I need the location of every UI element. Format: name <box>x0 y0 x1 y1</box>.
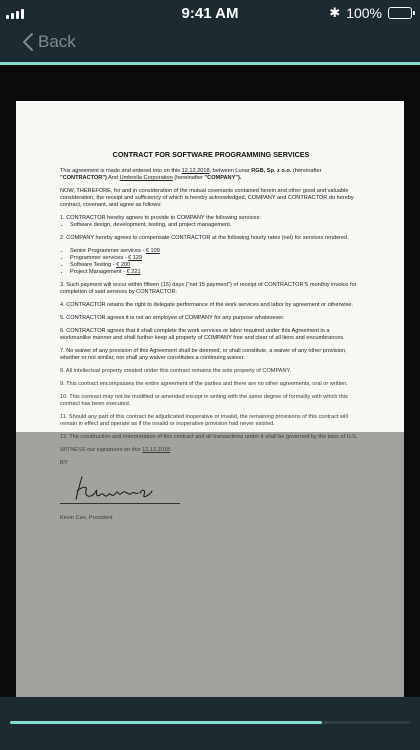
clause-10: 10. This contract may not be modified or amended except in writing with the same degree of formality with which this contract has been executed. <box>60 394 348 407</box>
intro-paragraph: This agreement is made and entered into on this 12.12.2018, between Lunar RGB, Sp. z o.o. (hereinafter "CONTRACTOR") And Umbrella Corporation (hereinafter "COMPANY"). <box>60 168 322 181</box>
scanned-document <box>16 101 404 733</box>
clause-8: 8. All intellectual property created under this contract remains the sole property of COMPANY. <box>60 368 292 374</box>
clause-5: 5. CONTRACTOR agrees it is not an employee of COMPANY for any purpose whatsoever. <box>60 315 285 321</box>
battery-icon <box>388 7 412 19</box>
list-item: • Software design, development, testing, and project management. <box>70 222 362 229</box>
clause-6: 6. CONTRACTOR agrees that it shall complete the work services or labor required under this Agreement in a workmanlike manner and shall further keep all property of COMPANY free and clear of all liens and encumbrances. <box>60 328 345 341</box>
rate-item: • Programmer services - € 129 <box>70 255 362 262</box>
scroll-progress-bar <box>10 721 410 724</box>
witness-line: WITNESS our signatures on this 12.12.2018. <box>60 447 172 453</box>
document-text <box>60 151 362 522</box>
nav-bar <box>0 28 420 62</box>
clause-1: 1. CONTRACTOR hereby agrees to provide to COMPANY the following services: <box>60 215 261 221</box>
rate-item: • Software Testing - € 200 <box>70 262 362 269</box>
battery-percent: 100% <box>346 5 382 21</box>
clause-11: 11. Should any part of this contract be adjudicated inoperative or invalid, the remaining provisions of this contract will remain in effect and operate as if the invalid or inoperative provision had never existed. <box>60 414 348 427</box>
bluetooth-icon: ✱ <box>329 5 341 20</box>
rates-list <box>70 248 362 276</box>
clause-9: 9. This contract encompasses the entire agreement of the parties and there are no other agreements, oral or written. <box>60 381 348 387</box>
clause-3: 3. Such payment will occur within fifteen (15) days ("net 15 payment") of receipt of CONTRACTOR'S monthly invoice for completion of said services by CONTRACTOR. <box>60 282 357 295</box>
rate-item: • Project Management - € 221 <box>70 269 362 276</box>
document-title: CONTRACT FOR SOFTWARE PROGRAMMING SERVICES <box>112 150 310 159</box>
clause-7: 7. No waiver of any provision of this Agreement shall be deemed, or shall constitute, a waiver of any other provision, whether or not similar, nor shall any waiver constitutes a continuing waiver. <box>60 348 347 361</box>
document-viewer[interactable] <box>0 65 420 697</box>
status-bar <box>0 0 420 28</box>
signature-line <box>60 503 180 504</box>
services-list <box>70 222 362 229</box>
clause-12: 12. The construction and interpretation of this contract and all transactions under it shall be governed by the laws of U.S. <box>60 434 358 440</box>
back-button[interactable] <box>22 32 76 52</box>
bottom-bar <box>0 697 420 750</box>
scroll-progress-fill <box>10 721 322 724</box>
signer-name: Kevin Cao, President <box>60 515 113 521</box>
status-right <box>329 5 412 21</box>
back-label: Back <box>38 32 76 51</box>
by-label: BY: <box>60 460 69 466</box>
clause-4: 4. CONTRACTOR retains the right to delegate performance of the work services and labor by agreement or otherwise. <box>60 302 354 308</box>
status-time: 9:41 AM <box>181 5 239 22</box>
whereas-paragraph: NOW, THEREFORE, for and in consideration of the mutual covenants contained herein and other good and valuable consideration, the receipt and sufficiency of which is hereby acknowledged, COMPANY and CONTRACTOR do hereby contract, covenant, and agree as follows: <box>60 188 354 208</box>
chevron-left-icon <box>22 32 34 52</box>
rate-item: • Senior Programmer services - € 109 <box>70 248 362 255</box>
signature-block <box>60 469 362 515</box>
clause-2: 2. COMPANY hereby agrees to compensate CONTRACTOR at the following hourly rates (net) for services rendered. <box>60 235 349 241</box>
